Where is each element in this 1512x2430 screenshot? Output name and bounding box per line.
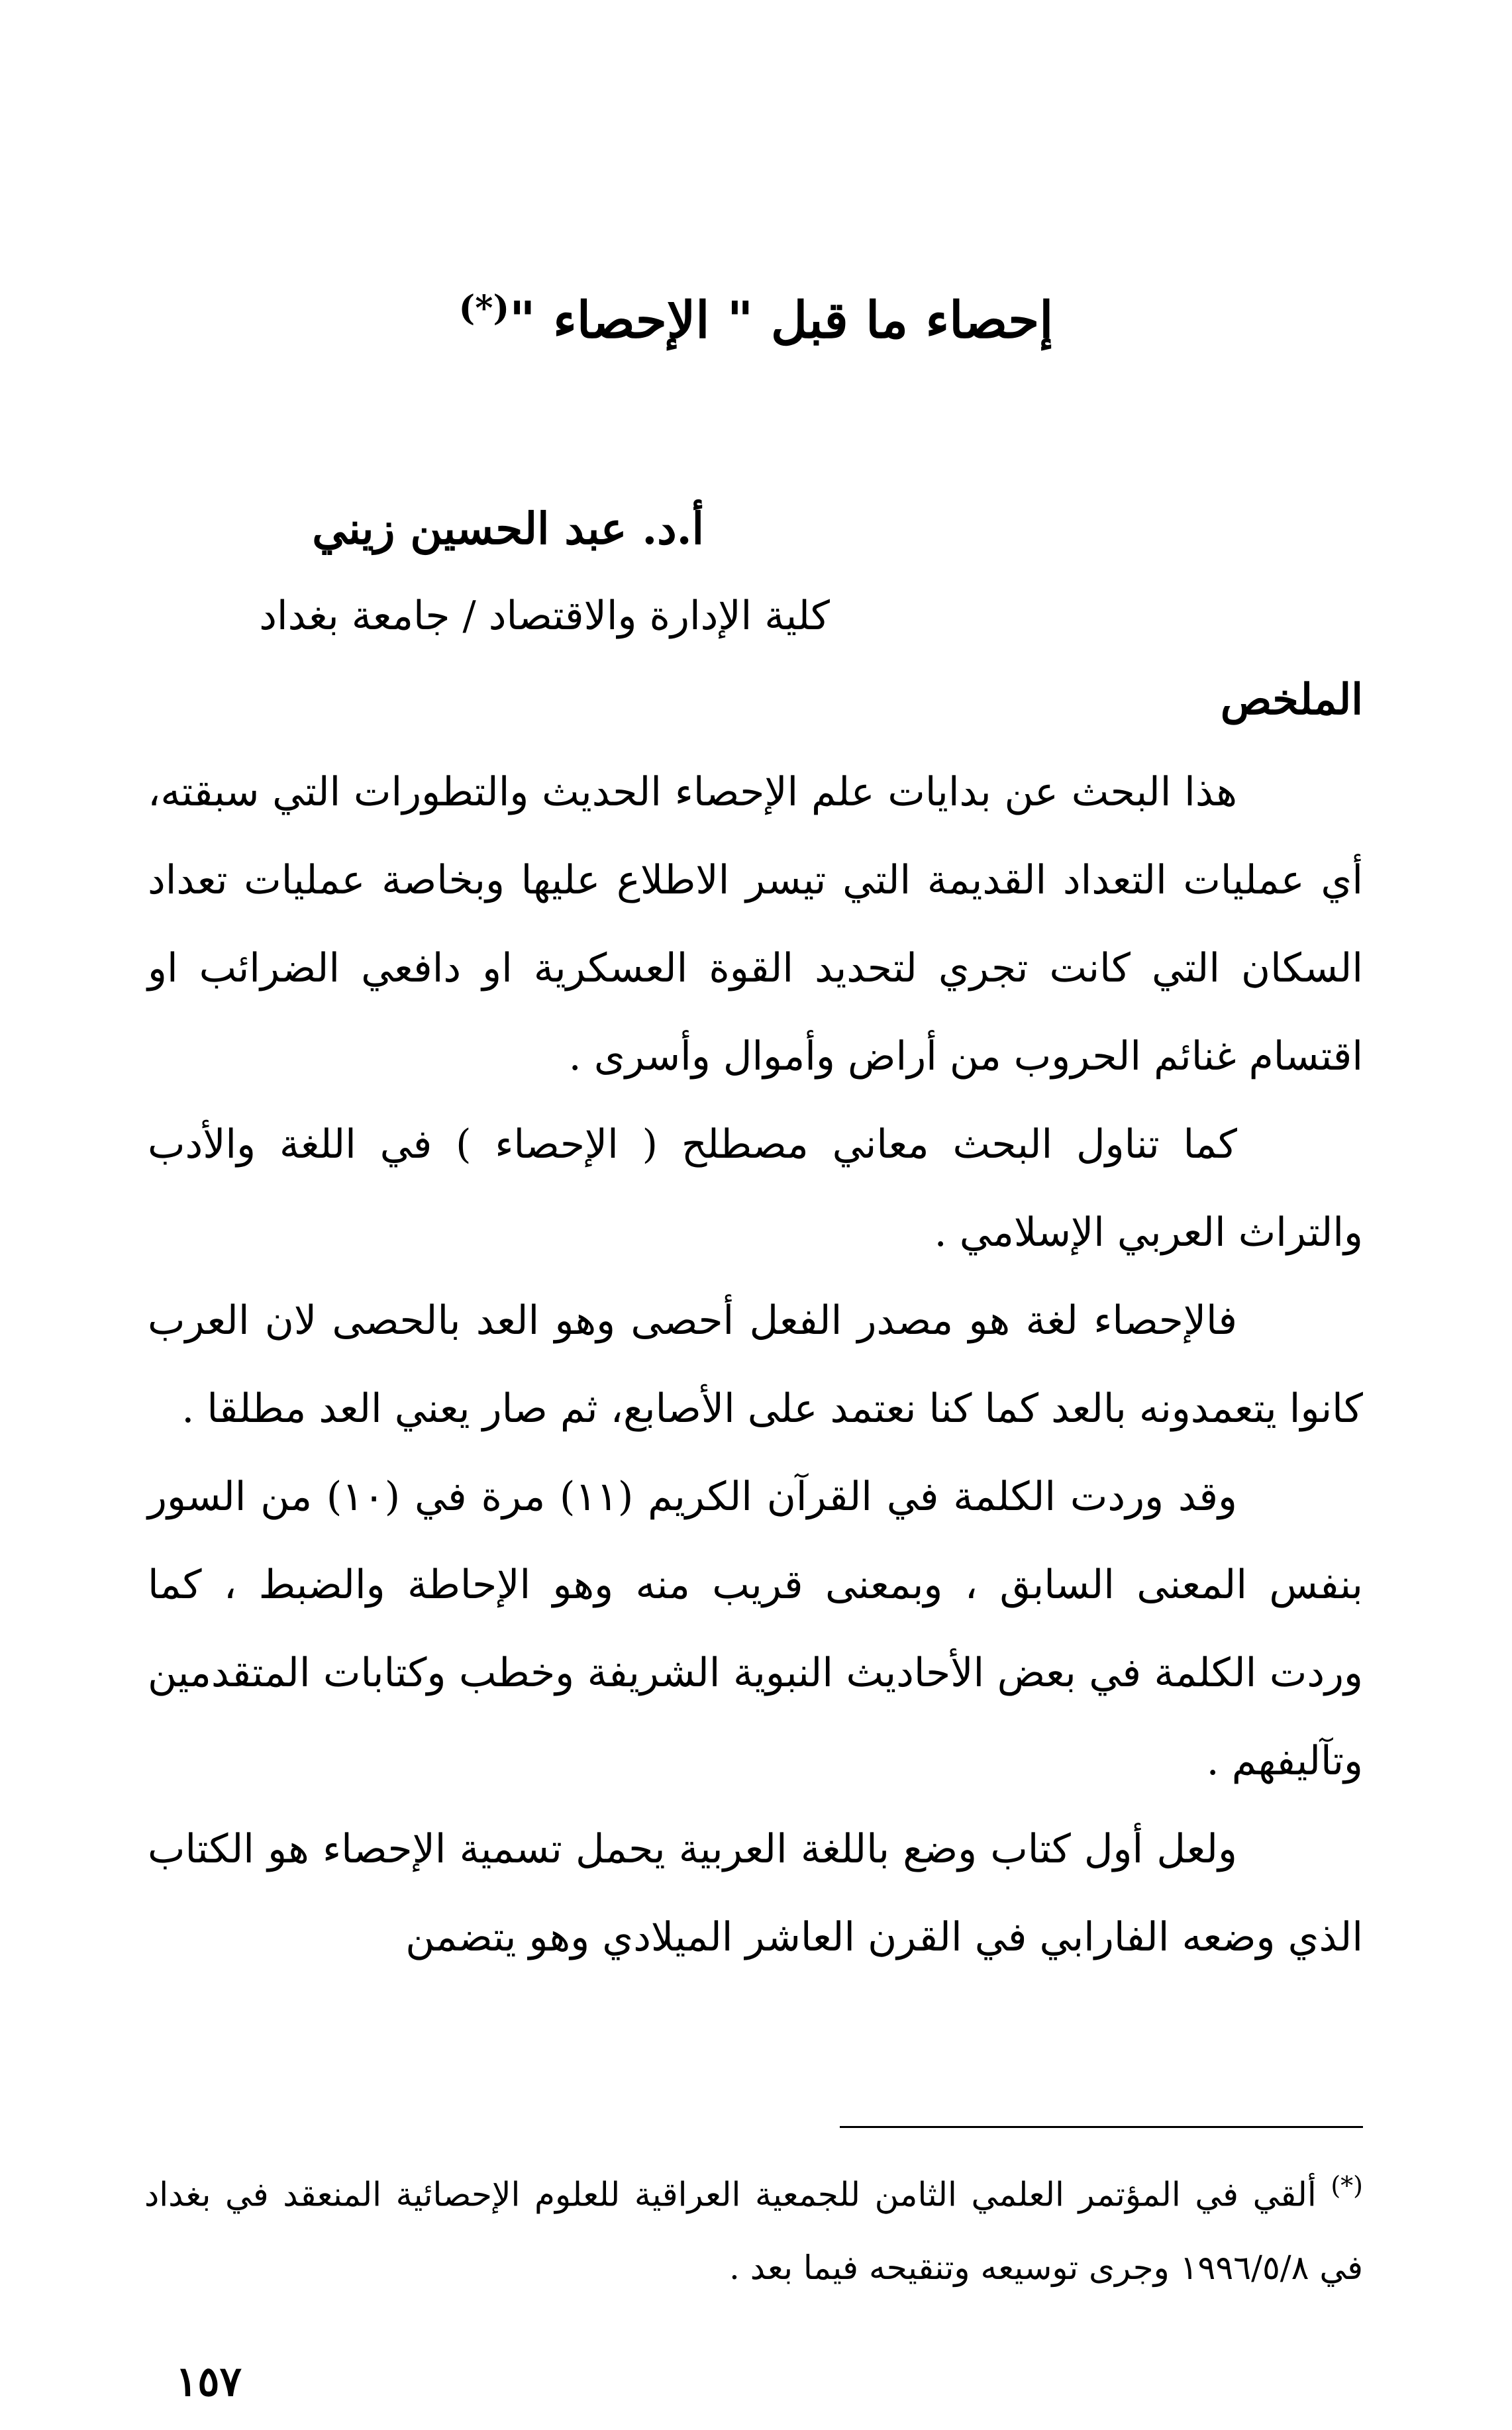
page-number: ١٥٧ <box>176 2357 242 2405</box>
title-footnote-mark: (*) <box>458 288 510 329</box>
footnote-paragraph <box>144 2149 1363 2304</box>
abstract-paragraph: ولعل أول كتاب وضع باللغة العربية يحمل تسمية الإحصاء هو الكتاب الذي وضعه الفارابي في القرن العاشر الميلادي وهو يتضمن <box>148 1826 1363 1960</box>
author-affiliation: كلية الإدارة والاقتصاد / جامعة بغداد <box>259 593 830 639</box>
abstract-paragraph: وقد وردت الكلمة في القرآن الكريم (١١) مرة في (١٠) من السور بنفس المعنى السابق ، وبمعنى قريب منه وهو الإحاطة والضبط ، كما وردت الكلمة في بعض الأحاديث النبوية الشريفة وخطب وكتابات المتقدمين وتآليفهم . <box>148 1474 1363 1784</box>
abstract-paragraph: كما تناول البحث معاني مصطلح ( الإحصاء ) في اللغة والأدب والتراث العربي الإسلامي . <box>148 1121 1363 1256</box>
abstract-heading: الملخص <box>1220 675 1363 725</box>
abstract-paragraph: فالإحصاء لغة هو مصدر الفعل أحصى وهو العد بالحصى لان العرب كانوا يتعمدونه بالعد كما كنا نعتمد على الأصابع، ثم صار يعني العد مطلقا . <box>148 1297 1363 1432</box>
footnote <box>144 2149 1363 2304</box>
author-name: أ.د. عبد الحسين زيني <box>312 503 704 554</box>
article-title-text: إحصاء ما قبل " الإحصاء " <box>509 290 1054 350</box>
article-title <box>0 288 1512 350</box>
abstract-body <box>148 748 1363 1982</box>
footnote-divider <box>840 2126 1363 2128</box>
footnote-mark: (*) <box>1331 2171 1363 2200</box>
footnote-text: ألقي في المؤتمر العلمي الثامن للجمعية العراقية للعلوم الإحصائية المنعقد في بغداد في ١٩٩٦/٥/٨ وجرى توسيعه وتنقيحه فيما بعد . <box>144 2175 1363 2287</box>
abstract-paragraph: هذا البحث عن بدايات علم الإحصاء الحديث والتطورات التي سبقته، أي عمليات التعداد القديمة التي تيسر الاطلاع عليها وبخاصة عمليات تعداد السكان التي كانت تجري لتحديد القوة العسكرية او دافعي الضرائب او اقتسام غنائم الحروب من أراض وأموال وأسرى . <box>148 769 1363 1080</box>
